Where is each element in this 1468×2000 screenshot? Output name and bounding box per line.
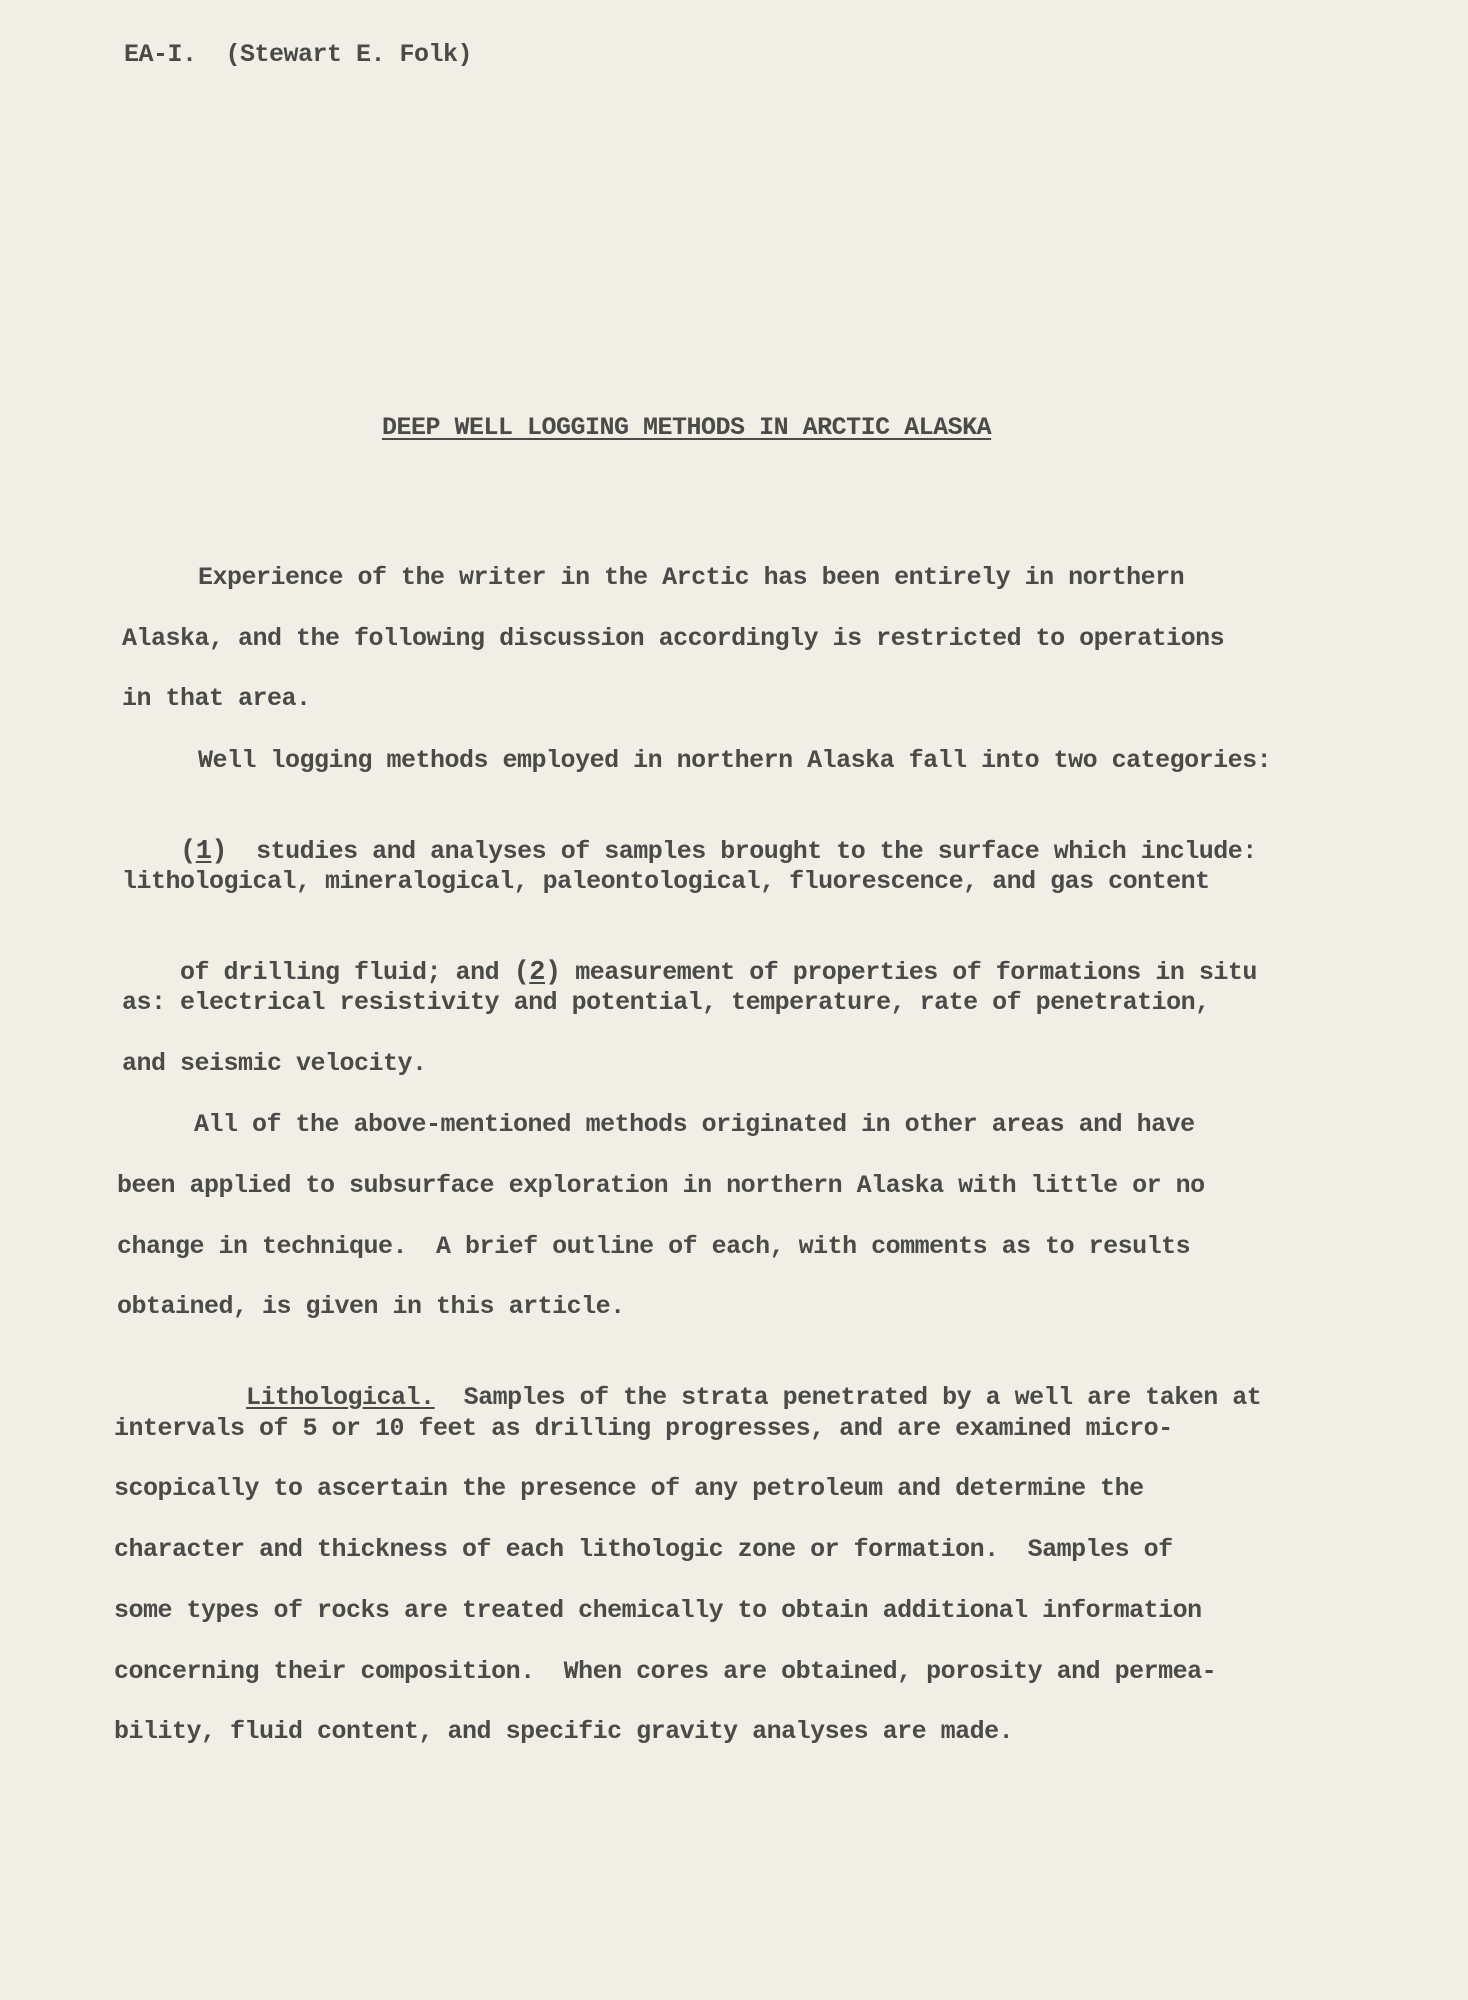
p4-line-7: bility, fluid content, and specific gravity analyses are made. xyxy=(114,1717,1014,1746)
document-header: EA-I. (Stewart E. Folk) xyxy=(124,40,473,69)
p1-line-2: Alaska, and the following discussion accordingly is restricted to operations xyxy=(122,624,1225,653)
p4-line-2: intervals of 5 or 10 feet as drilling progresses, and are examined micro- xyxy=(114,1414,1173,1443)
p2-line-3: lithological, mineralogical, paleontological, fluorescence, and gas content xyxy=(122,867,1210,896)
p4-line-5: some types of rocks are treated chemically to obtain additional information xyxy=(114,1596,1202,1625)
p3-line-3: change in technique. A brief outline of each, with comments as to results xyxy=(117,1232,1191,1261)
p4-line-3: scopically to ascertain the presence of any petroleum and determine the xyxy=(114,1474,1144,1503)
p2-line-6: and seismic velocity. xyxy=(122,1049,427,1078)
p4-line-1-text: Samples of the strata penetrated by a well are taken at xyxy=(463,1383,1262,1412)
p3-line-1: All of the above-mentioned methods originated in other areas and have xyxy=(194,1110,1195,1139)
category-marker-1: 1 xyxy=(195,837,212,867)
p2-line-2-text: studies and analyses of samples brought to the surface which include: xyxy=(256,837,1257,866)
p2-line-5: as: electrical resistivity and potential, temperature, rate of penetration, xyxy=(122,988,1210,1017)
section-heading-lithological: Lithological. xyxy=(246,1383,435,1412)
p1-line-3: in that area. xyxy=(122,684,311,713)
document-title: DEEP WELL LOGGING METHODS IN ARCTIC ALASKA xyxy=(382,413,992,442)
p2-line-2: (1) studies and analyses of samples brought to the surface which include: xyxy=(180,837,1257,867)
p3-line-4: obtained, is given in this article. xyxy=(117,1292,625,1321)
p2-line-4-post: measurement of properties of formations in situ xyxy=(575,958,1257,987)
category-marker-2: 2 xyxy=(529,958,545,988)
p3-line-2: been applied to subsurface exploration in northern Alaska with little or no xyxy=(117,1171,1205,1200)
p2-line-4: of drilling fluid; and (2) measurement of properties of formations in situ xyxy=(180,958,1257,988)
p1-line-1: Experience of the writer in the Arctic has been entirely in northern xyxy=(198,563,1185,592)
p2-line-4-pre: of drilling fluid; and xyxy=(180,958,500,987)
p2-line-1: Well logging methods employed in northern Alaska fall into two categories: xyxy=(198,746,1272,775)
p4-line-4: character and thickness of each lithologic zone or formation. Samples of xyxy=(114,1535,1173,1564)
p4-line-6: concerning their composition. When cores are obtained, porosity and permea- xyxy=(114,1657,1217,1686)
